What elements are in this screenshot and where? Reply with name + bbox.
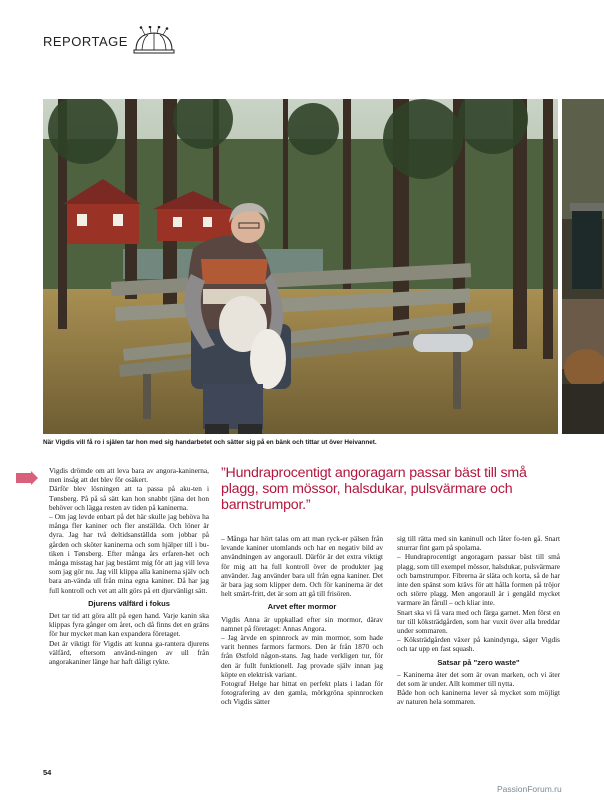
paragraph: Det är viktigt för Vigdis att kunna ga-rantera djurens välfärd, eftersom använd-ningen av ull från angorakaniner länge har haft dåligt rykte. <box>49 638 209 667</box>
watermark: PassionForum.ru <box>497 784 562 794</box>
subheading: Arvet efter mormor <box>267 602 337 612</box>
text-column-1 <box>49 466 209 666</box>
paragraph: – Jag ärvde en spinnrock av min mormor, som hade varit hennes farmors farmors. Den är från 1870 och från Østfold någon-stans. Jag hade verkligen tur, för den är fullt funktionell. Jag provade själv innan jag köpte en elektrisk variant. <box>221 633 383 679</box>
jar-photo <box>562 99 604 434</box>
subheading: Satsar på "zero waste" <box>437 657 520 667</box>
paragraph: Det tar tid att göra allt på egen hand. Varje kanin ska klippas fyra gånger om året, och då finns det en gräns för hur mycket man kan expandera företaget. <box>49 611 209 639</box>
paragraph: sig till rätta med sin kaninull och låter fo-ten gå. Snart snurrar fint garn på spolarna. <box>397 534 560 553</box>
page-number: 54 <box>43 768 52 777</box>
arrow-icon <box>16 471 38 485</box>
paragraph: – Om jag levde enbart på det här skulle jag behöva ha många fler kaniner och fler anställda. Och löner är dyra. Jag har två deltidsanställda som jobbar på gården och sköter kaninerna och som hjälper till i bu-tiken i Tønsberg. Efter många års erfaren-het och många misstag har jag bestämt mig för att jag vill leva som jag gör nu. Jag vill klippa alla kaninerna själv och bara an-vända ull från mina egna kaniner. Då har jag full kontroll och vet att allt görs på ett djurvänligt sätt. <box>49 512 209 595</box>
side-photo <box>562 99 604 434</box>
paragraph: Vigdis Anna är uppkallad efter sin mormor, därav namnet på företaget: Annas Angora. <box>221 614 383 633</box>
woman-on-bench-photo <box>43 99 558 434</box>
pincushion-icon <box>132 26 176 56</box>
main-photo <box>43 99 558 434</box>
photo-caption: När Vigdis vill få ro i själen tar hon med sig handarbetet och sätter sig på en bänk och tittar ut över Heivannet. <box>43 439 377 446</box>
text-column-2 <box>221 534 383 707</box>
paragraph: – Hundraprocentigt angoragarn passar bäst till små plagg, som till exempel mössor, halsdukar, pulsvärmare och barnstrumpor. Fibrerna är släta och korta, så de har inte den spänst som krävs för att hålla formen på tröjor och större plagg. Men angoraull är i gengäld mycket varmare än fårull – och kliar inte. <box>397 552 560 608</box>
section-header <box>43 26 176 56</box>
paragraph: Fotograf Helge har hittat en perfekt plats i ladan för fotografering av den gamla, mörkgröna spinnrocken och Vigdis sätter <box>221 679 383 707</box>
subheading: Djurens välfärd i fokus <box>88 598 170 608</box>
paragraph: Därför blev lösningen att ta passa på aku-ten i Tønsberg. På på så sätt kan hon snabbt tjäna det hon behöver och lägga resten av tiden på kaninerna. <box>49 484 209 512</box>
paragraph: Både hon och kaninerna lever så mycket som möjligt av naturen hela sommaren. <box>397 688 560 707</box>
paragraph: – Många har hört talas om att man ryck-er pälsen från levande kaniner utomlands och har en negativ bild av användningen av angoraull. Därför är det extra viktigt för mig att ha full kontroll över de produkter jag använder. Jag använder bara ull från egna kaniner. Det är bara jag som klipper dem. Och för kaninerna är det helt smärt-fritt, det är som att gå till frisören. <box>221 534 383 599</box>
paragraph: – Köksträdgården växer på kanindynga, säger Vigdis och tar upp en fast squash. <box>397 635 560 654</box>
paragraph: – Kaninerna äter det som är ovan marken, och vi äter det som är under. Allt kommer till nytta. <box>397 669 560 689</box>
section-label: REPORTAGE <box>43 33 128 49</box>
paragraph: Vigdis drömde om att leva bara av angora-kaninerna, men insåg att det blev för osäkert. <box>49 466 209 485</box>
paragraph: Snart ska vi få vara med och färga garnet. Men först en tur till köksträdgården, som har vuxit över alla breddar under sommaren. <box>397 607 560 636</box>
pull-quote: ”Hundraprocentigt angoragarn passar bäst till små plagg, som mössor, halsdukar, pulsvärmare och barnstrumpor.” <box>221 465 527 513</box>
text-column-3 <box>397 534 560 707</box>
